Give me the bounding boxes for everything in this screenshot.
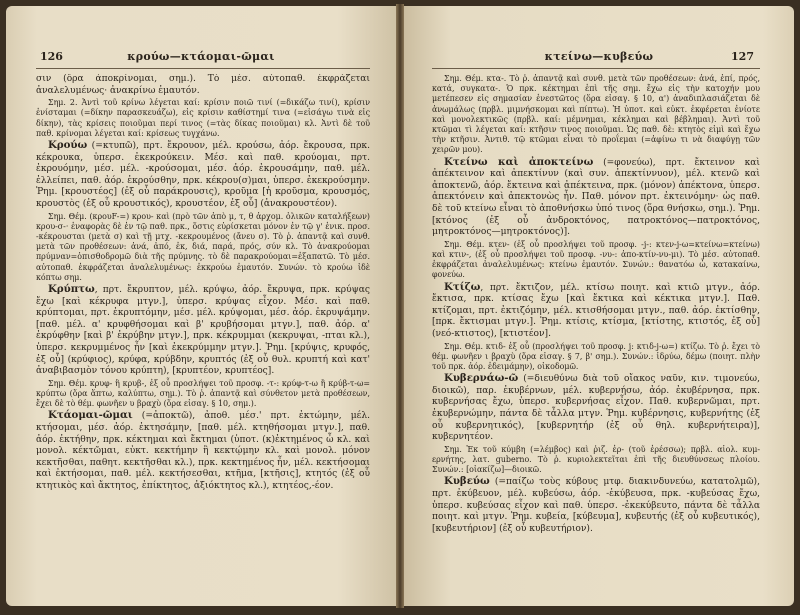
- entry-text: Σημ. Θέμ. κτεν- (ἐξ οὗ προσλήψει τοῦ προσφ. -j-: κτεν-j-ω=κτείνω=κτείνω) καὶ κτιν-, (ἐξ οὗ προσλήψει τοῦ προσφ. -νυ-: ἀπο-κτίν-νυ-μι). Τὸ μέσ. αὐτοπαθ. ἐκφράζεται ἀναλελυμένως: κτείνω ἐμαυτόν. Συνών.: θανατόω ὦ, κατακαίνω, φονεύω.: [432, 239, 760, 280]
- right-head-rule: [432, 68, 760, 69]
- dictionary-note: [432, 74, 760, 156]
- entry-headword: Κτίζω: [444, 280, 481, 293]
- dictionary-note: [432, 240, 760, 281]
- entry-text: (=ἀποκτῶ), ἀποθ. μέσ.' πρτ. ἐκτώμην, μέλ. κτήσομαι, μέσ. ἀόρ. ἐκτησάμην, [παθ. μέλ. κτηθήσομαι μτγν.], παθ. ἀόρ. ἐκτήθην, πρκ. κέκτημαι καὶ ἔκτημαι (ὑποτ. (κ)ἐκτημένος ὦ κλ. καὶ μονολ. κέκτῶμαι, εὐκτ. κεκτήμην ἢ κεκτῴμην κλ. καὶ μονολ. μόνον κεκτῆσθαι, παθητ. κεκτῆσθαι κλ.), πρκ. κεκτημένος ἦν, μέλ. κεκτήσομαι καὶ ἐκτήσομαι, παθ. μέλ. κεκτήσεσθαι, κτῆμα, [κτῆσις], κτητός (ἐξ οὗ κτητικὸς καὶ ἄκτητος, ἐπίκτητος, ἀξιόκτητος κλ.), κτητέος,-έον.: [36, 411, 370, 491]
- left-page-number: 126: [40, 50, 63, 63]
- entry-text: (=διευθύνω διὰ τοῦ οἴακος ναῦν, κιν. τιμονεύω, διοικῶ), παρ. ἐκυβέρνων, μέλ. κυβερνήσω, ἀόρ. ἐκυβέρνησα, πρκ. κυβερνήσας ἔχω, ὑπερσ. κυβερνήσας εἶχον. Παθ. κυβερνῶμαι, πρτ. ἐκυβερνώμην, πάντα δὲ τἆλλα μτγν. Ῥημ. κυβέρνησις, κυβερνήτης (ἐξ οὗ κυβερνητικός), [κυβερνητήρ (ἐξ οὗ θηλ. κυβερνήτειρα)], κυβερνητέον.: [432, 374, 760, 443]
- dictionary-entry: [432, 373, 760, 444]
- left-head-rule: [36, 68, 370, 69]
- right-page-number: 127: [731, 50, 754, 63]
- left-running-title: κρούω—κτάομαι-ῶμαι: [127, 50, 275, 63]
- dictionary-note: [36, 74, 370, 97]
- right-running-title: κτείνω—κυβεύω: [544, 50, 654, 63]
- right-page-body: [432, 74, 760, 592]
- dictionary-note: [36, 379, 370, 410]
- entry-text: (=κτυπῶ), πρτ. ἔκρουον, μέλ. κρούσω, ἀόρ. ἔκρουσα, πρκ. κέκρουκα, ὑπερσ. ἐκεκρούκειν. Μέσ. καὶ παθ. κρούομαι, πρτ. ἐκρουόμην, μέσ. μέλ. -κρούσομαι, μέσ. ἀόρ. ἐκρουσάμην, παθ. μέλ. ἐλλείπει, παθ. ἀόρ. ἐκρούσθην, πρκ. κέκρου(σ)μαι, ὑπερσ. ἐκεκρούσμην. Ῥημ. [κρουστέος] (ἐξ οὗ παράκρουσις), κροῦμα [ἡ κροῦσμα, κρουσμός, κρουστὸς (ἐξ οὗ κρουστικός), κρουστέον, ἐξ οὗ] (ἀνακρουστέον).: [36, 141, 370, 209]
- book-gutter: [396, 4, 404, 608]
- dictionary-note: [36, 212, 370, 283]
- entry-headword: Κρούω: [48, 139, 88, 151]
- entry-text: σιν (ὅρα ἀποκρίνομαι, σημ.). Τὸ μέσ. αὐτοπαθ. ἐκφράζεται ἀναλελυμένως· ἀνακρίνω ἐμαυτόν.: [36, 74, 370, 96]
- entry-headword: Κυβεύω: [444, 475, 490, 488]
- left-page: [6, 6, 396, 606]
- entry-text: Σημ. Ἐκ τοῦ κύμβη (=λέμβος) καὶ ῥιζ. ἐρ- (τοῦ ἐρέσσω); πρβλ. αἰολ. κυμ-ερνήτης, λατ. guberno. Τὸ ῥ. κυριολεκτεῖται ἐπὶ τῆς διευθύνσεως πλοίου. Συνών.: [οἰακίζω]—διοικῶ.: [432, 444, 760, 475]
- entry-text: Σημ. Θέμ. κρυφ- ἢ κρυβ-, ἐξ οὗ προσλήψει τοῦ προσφ. -τ-: κρύφ-τ-ω ἢ κρύβ-τ-ω= κρύπτω (ὅρα ἅπτω, καλύπτω, σημ.). Τὸ ῥ. ἁπαντᾷ καὶ σύνθετον μετὰ προθέσεων, ἔχει δὲ τὸ θέμ. φωνῆεν υ βραχὺ (ὅρα εἰσαγ. § 10, σημ.).: [36, 378, 370, 409]
- left-page-body: [36, 74, 370, 592]
- dictionary-entry: [36, 410, 370, 492]
- right-page: [404, 6, 794, 606]
- dictionary-entry: [432, 282, 760, 341]
- entry-text: , πρτ. ἔκρυπτον, μέλ. κρύψω, ἀόρ. ἔκρυψα, πρκ. κρύψας ἔχω [καὶ κέκρυφα μτγν.], ὑπερσ. κρύψας εἶχον. Μέσ. καὶ παθ. κρύπτομαι, πρτ. ἐκρυπτόμην, μέσ. μέλ. κρύψομαι, μέσ. ἀόρ. ἐκρυψάμην. [παθ. μέλ. α' κρυφθήσομαι καὶ β' κρυβήσομαι μτγν.], παθ. ἀόρ. α' ἐκρύφθην [καὶ β' ἐκρύβην μτγν.], πρκ. κέκρυμμαι (κεκρυψαι, -πται κλ.), ὑπερσ. κεκρυμμένος ἦν [καὶ ἐκεκρύμμην μτγν.]. Ῥημ. [κρύψις, κρυφός, ἐξ οὗ] (κρύφιος), κρύφα, κρύβδην, κρυπτός (ἐξ οὗ θυλ. κρυπτή καὶ κατ' ἀναβιβασμὸν τόνου κρύπτη), [κρυπτέον, κρυπτέος].: [36, 284, 370, 377]
- left-running-head: [6, 50, 396, 66]
- dictionary-note: [432, 445, 760, 476]
- right-running-head: [404, 50, 794, 66]
- entry-text: Σημ. Θέμ. κτιδ- ἐξ οὗ (προσλήψει τοῦ προσφ. j: κτιδ-j-ω=) κτίζω. Τὸ ῥ. ἔχει τὸ θέμ. φωνῆεν ι βραχὺ (ὅρα εἰσαγ. § 7, β' σημ.). Συνών.: ἱδρύω, δέμω (ποιητ. πλὴν τοῦ πρκ. ἀόρ. ἐδειμάμην), οἰκοδομῶ.: [432, 341, 760, 371]
- entry-text: , πρτ. ἔκτιζον, μέλ. κτίσω ποιητ. καὶ κτιῶ μτγν., ἀόρ. ἔκτισα, πρκ. κτίσας ἔχω [καὶ ἔκτικα καὶ κέκτικα μτγν.]. Παθ. κτίζομαι, πρτ. ἐκτιζόμην, μέλ. κτισθήσομαι μτγν., παθ. ἀόρ. ἐκτίσθην, [πρκ. ἔκτισμαι μτγν.]. Ῥημ. κτίσις, κτίσμα, [κτίστης, κτιστός, ἐξ οὗ] (νεό-κτιστος), [κτιστέον].: [432, 282, 760, 339]
- entry-text: Σημ. 2. Ἀντὶ τοῦ κρίνω λέγεται καί: κρίσιν ποιῶ τινί (=δικάζω τινί), κρίσιν ἐνίσταμαι (=δίκην παρασκευάζω), εἰς κρίσιν καθίστημί τινα (=εἰσάγω τινὰ εἰς δίκην), τὰς κρίσεις ποιοῦμαι περί τινος (=τὰς δίκας ποιοῦμαι) κλ. Ἀντὶ δὲ τοῦ παθ. κρίνομαι λέγεται καί: κρίσεως τυγχάνω.: [36, 98, 370, 138]
- entry-headword: Κρύπτω: [48, 282, 95, 295]
- entry-text: (=φονεύω), πρτ. ἔκτεινον καὶ ἀπέκτεινον καὶ ἀπεκτίνυν (καὶ συν. ἀπεκτίννυον), μέλ. κτενῶ καὶ ἀποκτενῶ, ἀόρ. ἔκτεινα καὶ ἀπέκτεινα, πρκ. (μόνον) ἀπέκτονα, ὑπερσ. ἀπεκτόνειν καὶ ἀπεκτονὼς ἦν. Παθ. μόνον πρτ. ἐκτεινόμην· ὡς παθ. δὲ τοῦ κτείνω εἶναι τὸ ἀποθνήσκω ὑπό τινος (ὅρα θνήσκω, σημ.). Ῥημ. [κτόνος (ἐξ οὗ ἀνδροκτόνος, πατροκτόνος—πατροκτόνος, μητροκτόνος—μητροκτόνος)].: [432, 157, 760, 238]
- entry-text: (=παίζω τοὺς κύβους μτφ. διακινδυνεύω, κατατολμῶ), πρτ. ἐκύβευον, μέλ. κυβεύσω, ἀόρ. -ἐκύβευσα, πρκ. -κυβεύσας ἔχω, ὑπερσ. κυβεύσας εἶχον καὶ παθ. ὑπερσ. -ἐκεκύβευτο, πάντα δὲ τἆλλα ποιητ. καὶ μτγν. Ῥημ. κυβεία, [κύβευμα], κυβευτής (ἐξ οὗ κυβευτικός), [κυβευτήριον] (ἐξ οὗ κυβευτήριον).: [432, 477, 760, 534]
- entry-headword: Κτάομαι-ῶμαι: [48, 409, 133, 422]
- entry-text: Σημ. Θέμ. κτα-. Τὸ ῥ. ἁπαντᾷ καὶ συνθ. μετὰ τῶν προθέσεων: ἀνά, ἐπί, πρός, κατά, συγκατα-. Ὁ πρκ. κέκτημαι ἐπὶ τῆς σημ. ἔχω εἰς τὴν κατοχήν μου μετέπεσεν εἰς σημασίαν ἐνεστῶτος (ὅρα εἰσαγ. § 10, α') ἀναδιπλασιάζεται δὲ ἀνωμάλως (πρβλ. μιμνήσκομαι καὶ πίπτω). Ἡ ὑποτ. καὶ εὐκτ. ἐκφέρεται ἐνίοτε καὶ μονολεκτικῶς (πρβλ. καί: μέμνημαι, κέκλημαι καὶ βέβλημαι). Ἀντὶ τοῦ κτῶμαι τὶ λέγεται καί: κτῆσιν τινος ποιοῦμαι. Ὡς παθ. δὲ: κτητὸς εἰμὶ καὶ ἔχω τὴν κτῆσιν. Ἀντιθ. τῷ κτῶμαι εἶναι τὸ προΐεμαι (=ἀφίνω τι νὰ διαφύγῃ τῶν χειρῶν μου).: [432, 74, 760, 155]
- dictionary-entry: [36, 140, 370, 211]
- dictionary-note: [36, 98, 370, 139]
- dictionary-entry: [432, 476, 760, 535]
- dictionary-entry: [36, 284, 370, 378]
- entry-text: Σημ. Θέμ. (κρουF-=) κρου- καὶ (πρὸ τῶν ἀπὸ μ, τ, θ ἀρχομ. ὀλικῶν καταλήξεων) κρου-σ-· ἐναφορὰς δὲ ἐν τῷ παθ. πρκ., ὅστις εὑρίσκεται μόνον ἐν τῷ γ' ἑνικ. προσ. -κέκρουσται (μετὰ σ) καὶ τῇ μτχ. -κεκρουμένος (ἄνευ σ). Τὸ ῥ. ἁπαντᾷ καὶ συνθ. μετὰ τῶν προθέσεων: ἀνά, ἀπό, ἐκ, διά, παρά, πρός, σύν κλ. Τὸ ἀνακρούομαι πρύμναν=ὀπισθοδρομῶ διὰ τῆς πρύμνης. τὸ δὲ παρακρούομαι=ἐξαπατῶ. Τὸ μέσ. αὐτοπαθ. ἐκφράζεται ἀναλελυμένως: ἐκκρούω ἐμαυτόν. Συνών. τὸ κρούω ἰδὲ κόπτω σημ.: [36, 211, 370, 282]
- dictionary-note: [432, 342, 760, 373]
- entry-headword: Κτείνω καὶ ἀποκτείνω: [444, 155, 594, 168]
- entry-headword: Κυβερνάω-ῶ: [444, 372, 519, 385]
- dictionary-entry: [432, 157, 760, 239]
